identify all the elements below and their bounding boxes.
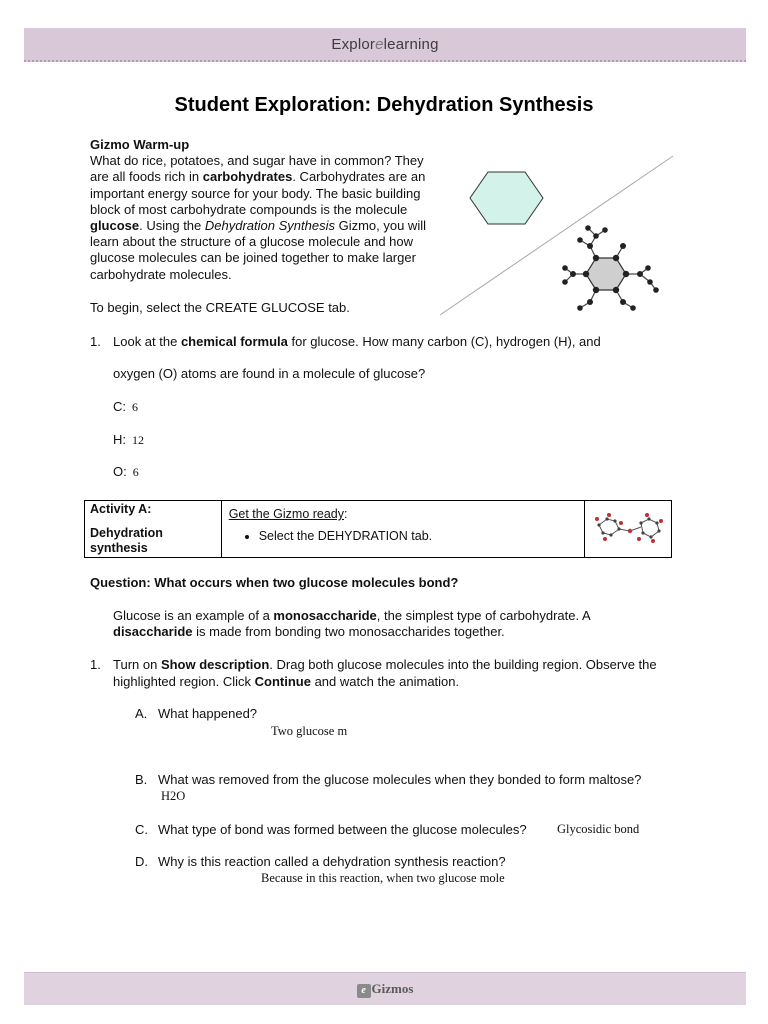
term-monosaccharide: monosaccharide [273, 608, 377, 623]
sub-letter: D. [135, 854, 148, 869]
gizmo-ready-colon: : [344, 507, 348, 521]
begin-instruction: To begin, select the CREATE GLUCOSE tab. [90, 300, 350, 315]
answer-label: O: [113, 464, 127, 479]
answer-d[interactable]: Because in this reaction, when two glucose mole [261, 871, 505, 885]
sub-question-text: What type of bond was formed between the glucose molecules? [158, 822, 527, 837]
brand-mark: e [375, 35, 384, 53]
answer-row-hydrogen [113, 432, 144, 448]
warmup-text: . Using the [139, 218, 205, 234]
footer-bar [24, 972, 746, 1005]
q1-text: Look at the [113, 334, 181, 349]
brand-logo [331, 36, 438, 53]
sub-question-text: What happened? [158, 706, 258, 721]
activity-step-item: • Select the DEHYDRATION tab. [259, 529, 577, 543]
gizmo-ready-heading [229, 507, 577, 521]
gizmos-logo [357, 981, 414, 998]
answer-value-carbon[interactable]: 6 [132, 400, 138, 414]
warmup-heading: Gizmo Warm-up [90, 137, 190, 152]
question-number: 1. [90, 334, 101, 349]
glucose-ball-model [562, 225, 659, 311]
sub-letter: C. [135, 822, 148, 837]
activity-table [84, 500, 672, 558]
term-disaccharide: disaccharide [113, 624, 193, 639]
activity-name-line-2: synthesis [90, 541, 148, 555]
sub-letter: A. [135, 706, 148, 721]
question-heading: Question: What occurs when two glucose molecules bond? [90, 575, 459, 590]
answer-b[interactable]: H2O [161, 789, 185, 803]
activity-label-cell [85, 501, 222, 558]
warmup-text: . Carbohydrates are an important energy source for your body. The basic building block of most carbohydrate compounds is the molecule [90, 169, 426, 217]
question-1-line-2: oxygen (O) atoms are found in a molecule of glucose? [113, 366, 426, 381]
glucose-paragraph [113, 608, 673, 640]
q1-term-chemical-formula: chemical formula [180, 334, 288, 349]
sub-letter: B. [135, 772, 148, 787]
divider-diagonal-line [440, 156, 673, 315]
warmup-term-carbohydrates: carbohydrates [202, 169, 293, 185]
q2-text: Turn on [113, 657, 161, 672]
glucose-text: , the simplest type of carbohydrate. A [376, 608, 590, 623]
q2-text: . Drag both glucose molecules into the building region. Observe the highlighted region. Click [113, 657, 657, 689]
header-bar [24, 28, 746, 62]
warmup-paragraph [90, 153, 430, 283]
activity-steps [229, 529, 577, 543]
answer-value-hydrogen[interactable]: 12 [132, 433, 144, 447]
answer-c[interactable]: Glycosidic bond [557, 822, 640, 836]
gizmo-ready-text: Get the Gizmo ready [228, 507, 345, 521]
answer-value-oxygen[interactable]: 6 [132, 465, 139, 479]
answer-label: C: [113, 399, 126, 414]
q2-term-show-description: Show description [160, 657, 270, 672]
question-1-line-1 [113, 334, 601, 349]
brand-suffix: learning [383, 35, 439, 53]
warmup-text: Gizmo, you will learn about the structure of a glucose molecule and how glucose molecules can be joined together to make larger carbohydrate molecules. [90, 218, 426, 282]
activity-label: Activity A: [90, 502, 152, 516]
warmup-term-glucose: glucose [90, 218, 140, 234]
sub-question-text: Why is this reaction called a dehydration synthesis reaction? [158, 854, 506, 869]
glucose-illustration [430, 150, 680, 320]
gizmos-logo-mark: e [357, 984, 371, 998]
glucose-text: Glucose is an example of a [113, 608, 274, 623]
activity-instructions-cell [221, 501, 584, 558]
sub-question-text: What was removed from the glucose molecules when they bonded to form maltose? [158, 772, 642, 787]
q2-term-continue: Continue [254, 673, 311, 689]
warmup-text: What do rice, potatoes, and sugar have in common? They are all foods rich in [90, 153, 424, 185]
q2-text: and watch the animation. [310, 673, 460, 689]
question-number: 1. [90, 657, 101, 672]
maltose-molecule-icon [585, 501, 675, 557]
answer-label: H: [113, 432, 126, 447]
brand-prefix: Explor [331, 35, 376, 53]
page-title: Student Exploration: Dehydration Synthesis [174, 94, 594, 116]
q1-text: for glucose. How many carbon (C), hydrogen (H), and [287, 334, 601, 349]
question-2-text [113, 657, 678, 690]
gizmos-logo-text: Gizmos [371, 980, 414, 996]
warmup-section [90, 137, 430, 283]
answer-a[interactable]: Two glucose m [271, 724, 348, 738]
hexagon-shape [470, 172, 543, 224]
answer-row-oxygen [113, 464, 139, 480]
activity-name-line-1: Dehydration [90, 526, 163, 540]
glucose-text: is made from bonding two monosaccharides together. [192, 624, 505, 639]
answer-row-carbon [113, 399, 138, 415]
activity-image-cell [584, 501, 671, 558]
warmup-gizmo-name: Dehydration Synthesis [204, 218, 335, 234]
